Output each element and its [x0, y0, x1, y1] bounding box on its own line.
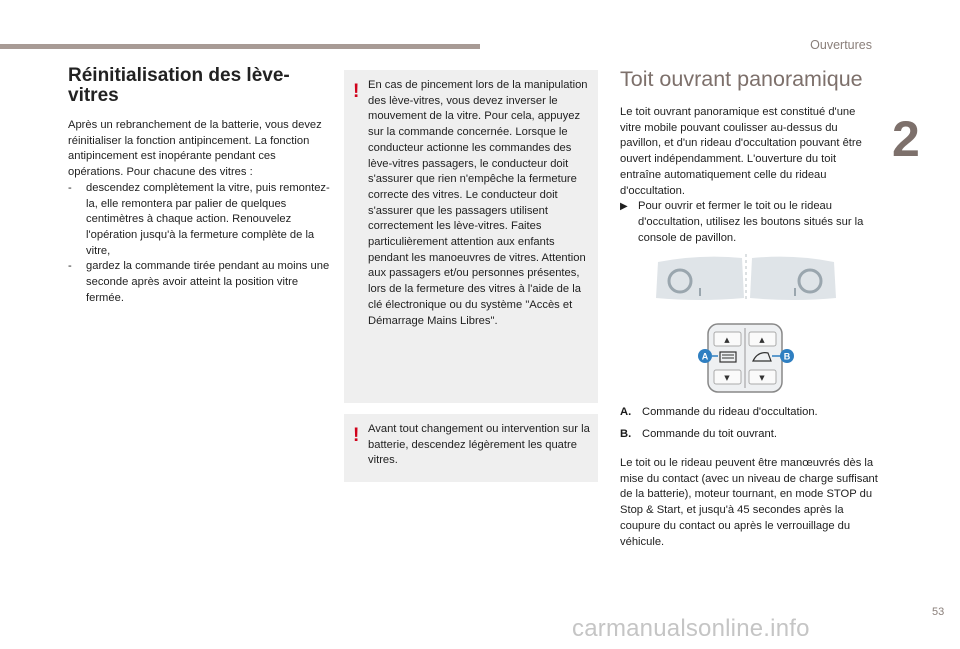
warning-box-pinch: [344, 70, 598, 403]
sunroof-instruction-text: Pour ouvrir et fermer le toit ou le rideau d'occultation, utilisez les boutons situés sur la console de pavillon.: [638, 200, 864, 244]
sunroof-intro: Le toit ouvrant panoramique est constitué d'une vitre mobile pouvant coulisser au-dessus du pavillon, et d'un rideau d'occultation pouvant être ouvert indépendamment. L'ouverture du toit entraîne automatiquement celle du rideau d'occultation.: [620, 106, 862, 197]
callout-a: A: [701, 351, 709, 362]
reset-step: [68, 259, 330, 306]
car-right-icon: [750, 257, 836, 300]
roof-console: [708, 324, 782, 392]
warning-box-battery: [344, 414, 598, 482]
svg-text:▼: ▼: [724, 374, 730, 382]
sunroof-title: Toit ouvrant panoramique: [620, 67, 863, 91]
callout-b: B: [783, 351, 791, 362]
section-title: Ouvertures: [810, 38, 872, 52]
svg-text:▼: ▼: [759, 374, 765, 382]
svg-text:▲: ▲: [759, 336, 765, 344]
sunroof-console-illustration: [650, 248, 840, 398]
legend-text: Commande du rideau d'occultation.: [642, 406, 818, 418]
chapter-number: 2: [892, 111, 920, 167]
sunroof-operation-note: Le toit ou le rideau peuvent être manœuvrés dès la mise du contact (avec un niveau de charge suffisant de la batterie), moteur tournant, en mode STOP du Stop & Start, et jusqu'à 45 secondes après la coupure du contact ou après le verrouillage du véhicule.: [620, 457, 878, 548]
arrow-bullet-icon: ▶: [620, 201, 628, 213]
page-number: 53: [932, 606, 945, 618]
legend-item: [620, 427, 878, 443]
legend-letter: A.: [620, 406, 632, 418]
svg-text:▲: ▲: [724, 336, 730, 344]
legend-item: [620, 405, 878, 421]
reset-section: [68, 66, 330, 306]
reset-step-text: descendez complètement la vitre, puis remontez-la, elle remontera par palier de quelques centimètres à chaque action. Renouvelez l'opération jusqu'à la fermeture complète de la vitre,: [86, 181, 330, 257]
illustration-legend: [620, 405, 878, 448]
watermark: carmanualsonline.info: [572, 615, 810, 642]
header-rule: [0, 44, 480, 49]
reset-step-text: gardez la commande tirée pendant au moins une seconde après avoir atteint la position vitre fermée.: [86, 260, 330, 304]
warning-text: Avant tout changement ou intervention sur la batterie, descendez légèrement les quatre vitres.: [368, 423, 590, 467]
dash-bullet: -: [68, 181, 72, 194]
dash-bullet: -: [68, 260, 72, 273]
reset-intro: Après un rebranchement de la batterie, vous devez réinitialiser la fonction antipincement. La fonction antipincement est inopérante pendant ces opérations. Pour chacune des vitres :: [68, 119, 322, 179]
legend-letter: B.: [620, 427, 632, 440]
car-left-icon: [656, 257, 744, 300]
reset-step: [68, 181, 330, 260]
warning-icon: !: [353, 81, 360, 102]
warning-text: En cas de pincement lors de la manipulation des lève-vitres, vous devez inverser le mouvement de la vitre. Pour cela, appuyez sur la commande concernée. Lorsque le conducteur actionne les commandes des lève-vitres passagers, le conducteur doit s'assurer que rien n'empêche la fermeture correcte des vitres. Le conducteur doit s'assurer que les passagers utilisent correctement les lève-vitres. Faites particulièrement attention aux enfants pendant les manoeuvres de vitres. Attention aux passagers et/ou personnes présentes, lors de la fermeture des vitres à l'aide de la clé électronique ou du système "Accès et Démarrage Mains Libres".: [368, 79, 588, 327]
sunroof-instruction: [620, 199, 878, 246]
legend-text: Commande du toit ouvrant.: [642, 427, 777, 440]
warning-icon: !: [353, 425, 360, 446]
sunroof-section: [620, 66, 878, 246]
reset-title: Réinitialisation des lève-vitres: [68, 65, 290, 106]
